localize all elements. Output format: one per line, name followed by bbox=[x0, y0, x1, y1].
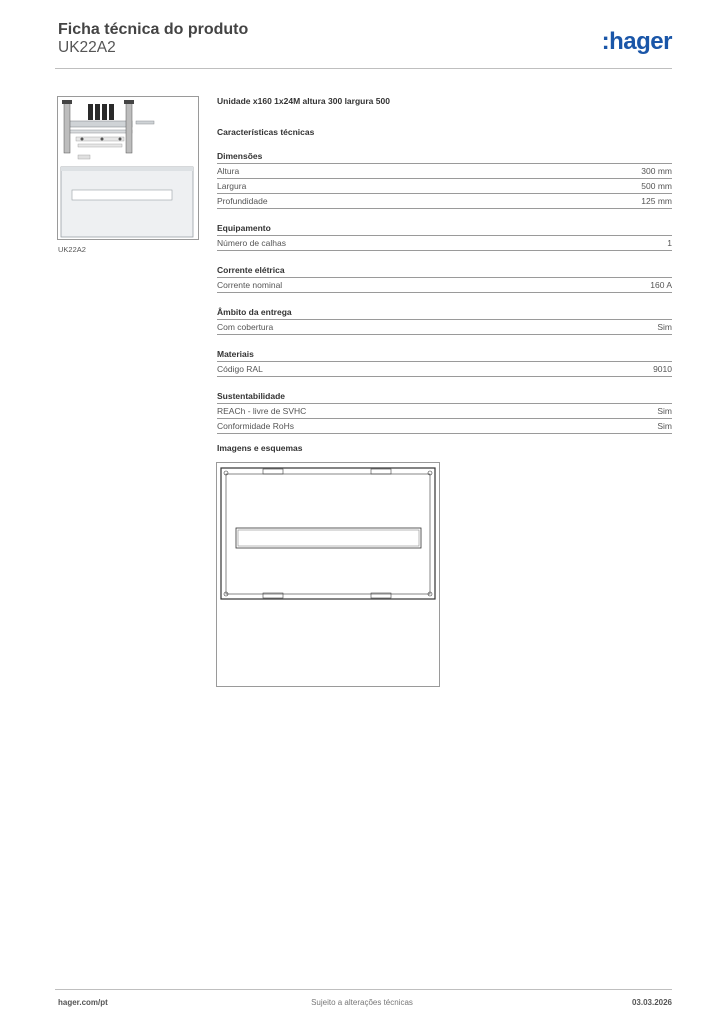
spec-value: 500 mm bbox=[641, 181, 672, 191]
spec-value: Sim bbox=[657, 421, 672, 431]
footer-divider bbox=[55, 989, 672, 990]
spec-group-title: Dimensões bbox=[217, 150, 672, 164]
spec-row bbox=[217, 404, 672, 419]
spec-row bbox=[217, 236, 672, 251]
spec-value: Sim bbox=[657, 406, 672, 416]
spec-value: 160 A bbox=[650, 280, 672, 290]
spec-group-title: Materiais bbox=[217, 348, 672, 362]
spec-label: Código RAL bbox=[217, 364, 263, 374]
spec-label: Altura bbox=[217, 166, 240, 176]
spec-label: Corrente nominal bbox=[217, 280, 283, 290]
spec-row bbox=[217, 164, 672, 179]
spec-group-title: Sustentabilidade bbox=[217, 390, 672, 404]
spec-group-equipment bbox=[217, 222, 672, 251]
spec-value: 125 mm bbox=[641, 196, 672, 206]
spec-group-title: Corrente elétrica bbox=[217, 264, 672, 278]
product-image bbox=[57, 96, 199, 240]
spec-row bbox=[217, 194, 672, 209]
spec-row bbox=[217, 419, 672, 434]
spec-value: Sim bbox=[657, 322, 672, 332]
spec-group-delivery bbox=[217, 306, 672, 335]
spec-label: Largura bbox=[217, 181, 247, 191]
product-name: Unidade x160 1x24M altura 300 largura 500 bbox=[217, 96, 390, 106]
schematic-image bbox=[216, 462, 440, 687]
spec-row bbox=[217, 179, 672, 194]
spec-label: Profundidade bbox=[217, 196, 268, 206]
footer-date: 03.03.2026 bbox=[631, 998, 672, 1007]
spec-group-dimensions bbox=[217, 150, 672, 209]
specs-section-title: Características técnicas bbox=[217, 127, 315, 137]
product-image-caption: UK22A2 bbox=[58, 245, 86, 254]
page-title: Ficha técnica do produto bbox=[58, 21, 249, 38]
spec-row bbox=[217, 278, 672, 293]
spec-group-electrical bbox=[217, 264, 672, 293]
spec-group-materials bbox=[217, 348, 672, 377]
front-view-drawing bbox=[217, 463, 439, 686]
spec-label: Com cobertura bbox=[217, 322, 274, 332]
spec-group-title: Âmbito da entrega bbox=[217, 306, 672, 320]
spec-group-title: Equipamento bbox=[217, 222, 672, 236]
spec-content bbox=[217, 96, 672, 434]
spec-label: Conformidade RoHs bbox=[217, 421, 295, 431]
product-reference: UK22A2 bbox=[58, 39, 116, 56]
spec-label: REACh - livre de SVHC bbox=[217, 406, 307, 416]
spec-group-sustainability bbox=[217, 390, 672, 434]
spec-label: Número de calhas bbox=[217, 238, 286, 248]
product-photo bbox=[58, 97, 198, 239]
spec-row bbox=[217, 320, 672, 335]
spec-value: 300 mm bbox=[641, 166, 672, 176]
images-section-title: Imagens e esquemas bbox=[217, 443, 303, 453]
header-divider bbox=[55, 68, 672, 69]
footer-website-link[interactable]: hager.com/pt bbox=[58, 998, 108, 1007]
spec-row bbox=[217, 362, 672, 377]
hager-logo: :hager bbox=[601, 28, 672, 55]
spec-value: 1 bbox=[667, 238, 672, 248]
footer-notice: Sujeito a alterações técnicas bbox=[311, 998, 413, 1007]
spec-value: 9010 bbox=[653, 364, 672, 374]
